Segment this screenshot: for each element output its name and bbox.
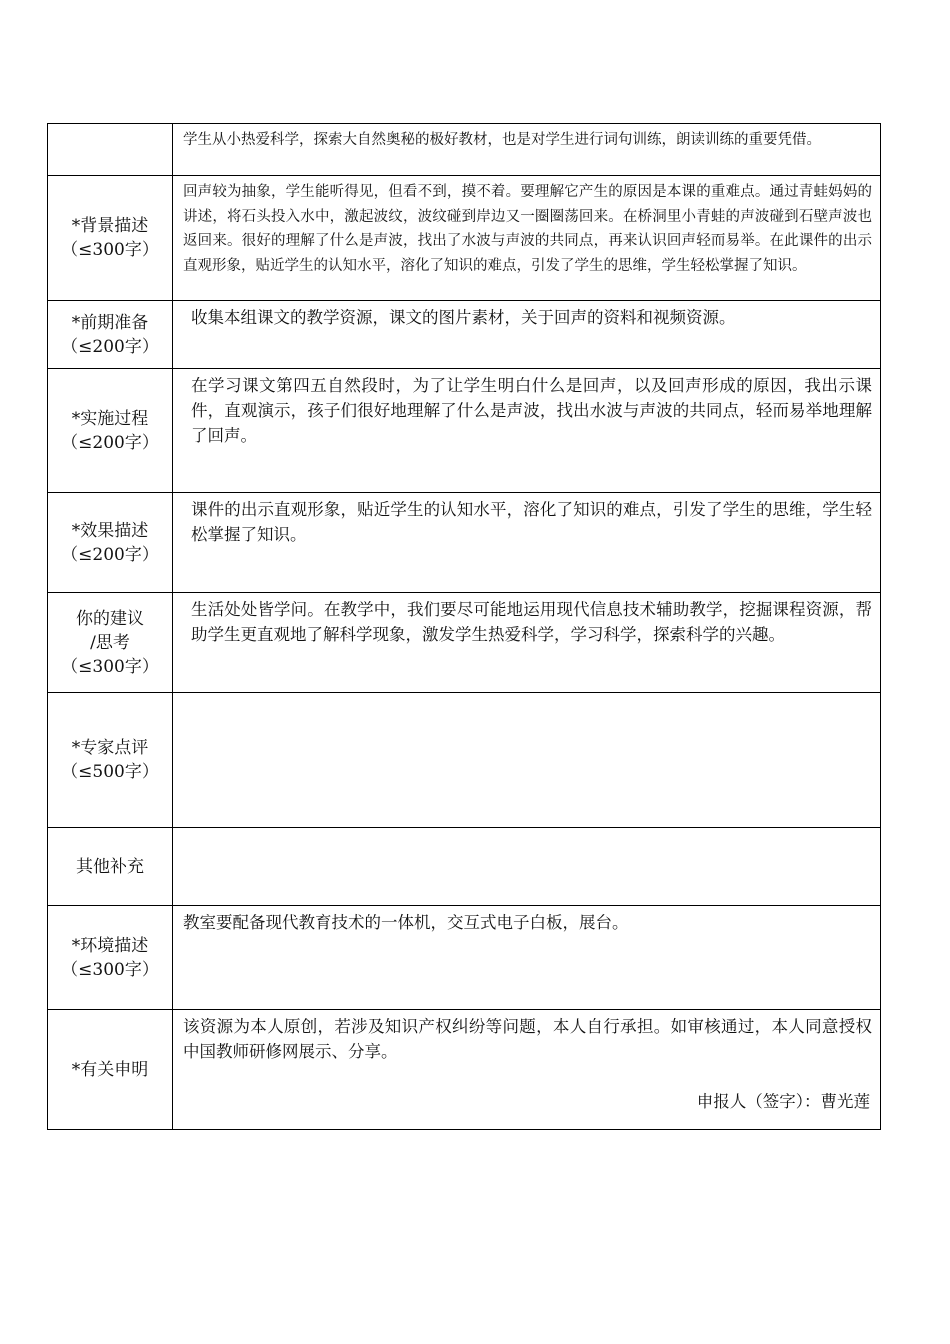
form-row-declaration bbox=[48, 1010, 881, 1130]
row-content-intro bbox=[173, 124, 881, 176]
row-content-declaration bbox=[173, 1010, 881, 1130]
label-process-limit: （≤200字） bbox=[61, 432, 159, 453]
row-content-suggestion bbox=[173, 593, 881, 693]
label-declaration: *有关申明 bbox=[71, 1059, 149, 1080]
row-label-environment bbox=[48, 906, 173, 1010]
row-content-expert-review bbox=[173, 693, 881, 828]
declaration-text: 该资源为本人原创，若涉及知识产权纠纷等问题，本人自行承担。如审核通过，本人同意授权中国教师研修网展示、分享。 bbox=[183, 1017, 872, 1061]
form-row-expert-review bbox=[48, 693, 881, 828]
row-content-preparation bbox=[173, 301, 881, 369]
form-row-process bbox=[48, 369, 881, 493]
row-label-declaration bbox=[48, 1010, 173, 1130]
row-label-process bbox=[48, 369, 173, 493]
intro-text: 学生从小热爱科学，探索大自然奥秘的极好教材，也是对学生进行词句训练，朗读训练的重要凭借。 bbox=[183, 132, 821, 148]
environment-text: 教室要配备现代教育技术的一体机，交互式电子白板，展台。 bbox=[183, 913, 629, 932]
label-suggestion-limit: （≤300字） bbox=[61, 656, 159, 677]
label-preparation-limit: （≤200字） bbox=[61, 336, 159, 357]
form-row-effect bbox=[48, 493, 881, 593]
label-other: 其他补充 bbox=[76, 856, 144, 877]
label-suggestion-line2: /思考 bbox=[90, 632, 130, 653]
row-label-preparation bbox=[48, 301, 173, 369]
form-row-intro bbox=[48, 124, 881, 176]
label-environment-limit: （≤300字） bbox=[61, 959, 159, 980]
row-label-background bbox=[48, 176, 173, 301]
suggestion-text: 生活处处皆学问。在教学中，我们要尽可能地运用现代信息技术辅助教学，挖掘课程资源，帮助学生更直观地了解科学现象，激发学生热爱科学，学习科学，探索科学的兴趣。 bbox=[191, 600, 872, 644]
label-environment: *环境描述 bbox=[71, 935, 149, 956]
row-content-process bbox=[173, 369, 881, 493]
label-process: *实施过程 bbox=[71, 408, 149, 429]
row-label-suggestion bbox=[48, 593, 173, 693]
label-preparation: *前期准备 bbox=[71, 312, 149, 333]
label-suggestion-line1: 你的建议 bbox=[76, 608, 144, 629]
preparation-text: 收集本组课文的教学资源，课文的图片素材，关于回声的资料和视频资源。 bbox=[191, 308, 736, 327]
label-background: *背景描述 bbox=[71, 216, 149, 236]
background-text: 回声较为抽象，学生能听得见，但看不到，摸不着。要理解它产生的原因是本课的重难点。通过青蛙妈妈的讲述，将石头投入水中，激起波纹，波纹碰到岸边又一圈圈荡回来。在桥洞里小青蛙的声波碰到石壁声波也返回来。很好的理解了什么是声波，找出了水波与声波的共同点，再来认识回声轻而易举。在此课件的出示直观形象，贴近学生的认知水平，溶化了知识的难点，引发了学生的思维，学生轻松掌握了知识。 bbox=[183, 184, 872, 274]
form-row-suggestion bbox=[48, 593, 881, 693]
process-text: 在学习课文第四五自然段时，为了让学生明白什么是回声，以及回声形成的原因，我出示课件，直观演示，孩子们很好地理解了什么是声波，找出水波与声波的共同点，轻而易举地理解了回声。 bbox=[191, 376, 872, 445]
row-label-other bbox=[48, 828, 173, 906]
row-content-effect bbox=[173, 493, 881, 593]
label-effect: *效果描述 bbox=[71, 520, 149, 541]
row-label-empty bbox=[48, 124, 173, 176]
row-content-background bbox=[173, 176, 881, 301]
form-row-environment bbox=[48, 906, 881, 1010]
form-row-background bbox=[48, 176, 881, 301]
row-content-environment bbox=[173, 906, 881, 1010]
label-expert-review-limit: （≤500字） bbox=[61, 762, 159, 782]
resource-form-table bbox=[47, 123, 881, 1130]
row-label-expert-review bbox=[48, 693, 173, 828]
form-row-other bbox=[48, 828, 881, 906]
row-content-other bbox=[173, 828, 881, 906]
effect-text: 课件的出示直观形象，贴近学生的认知水平，溶化了知识的难点，引发了学生的思维，学生轻松掌握了知识。 bbox=[191, 500, 872, 544]
label-expert-review: *专家点评 bbox=[71, 738, 149, 758]
row-label-effect bbox=[48, 493, 173, 593]
label-effect-limit: （≤200字） bbox=[61, 544, 159, 565]
form-row-preparation bbox=[48, 301, 881, 369]
applicant-signature: 申报人（签字）：曹光莲 bbox=[696, 1092, 870, 1111]
label-background-limit: （≤300字） bbox=[61, 240, 159, 260]
